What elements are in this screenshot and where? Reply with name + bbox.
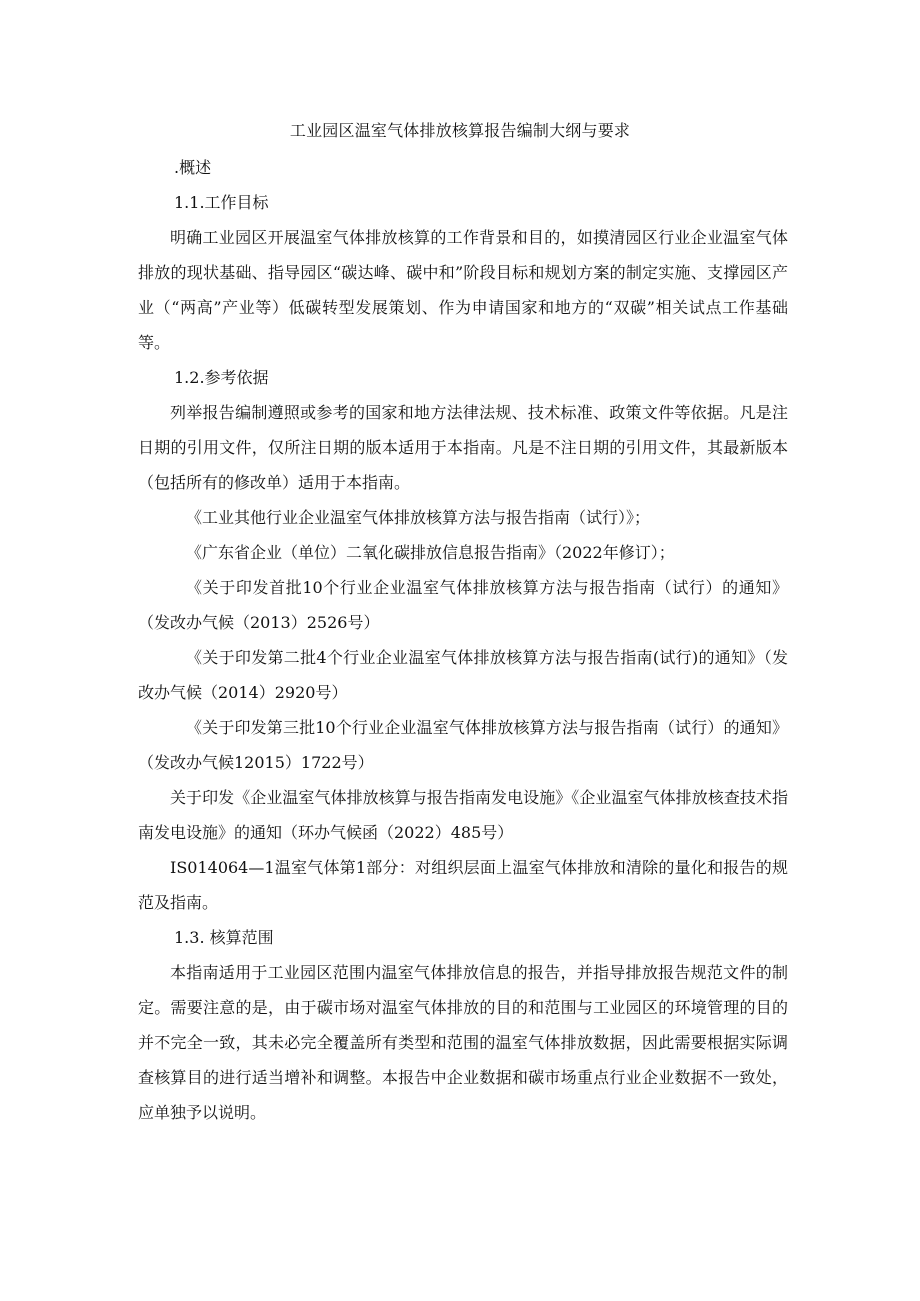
reference-item: 《关于印发首批10个行业企业温室气体排放核算方法与报告指南（试行）的通知》（发改办气候（2013）2526号） (138, 578, 788, 632)
paragraph-reference-iso: IS014064—1温室气体第1部分：对组织层面上温室气体排放和清除的量化和报告的规范及指南。 (138, 858, 788, 912)
reference-item: 《关于印发第三批10个行业企业温室气体排放核算方法与报告指南（试行）的通知》（发改办气候12015）1722号） (138, 718, 788, 772)
document-title: 工业园区温室气体排放核算报告编制大纲与要求 (289, 121, 631, 140)
section-heading-references: 1.2.参考依据 (174, 368, 269, 387)
paragraph-references-intro: 列举报告编制遵照或参考的国家和地方法律法规、技术标准、政策文件等依据。凡是注日期的引用文件，仅所注日期的版本适用于本指南。凡是不注日期的引用文件，其最新版本（包括所有的修改单）适用于本指南。 (138, 403, 788, 492)
section-heading-work-goal: 1.1.工作目标 (174, 193, 269, 212)
reference-item: 《广东省企业（单位）二氧化碳排放信息报告指南》（2022年修订）； (186, 543, 675, 562)
paragraph-reference-power: 关于印发《企业温室气体排放核算与报告指南发电设施》《企业温室气体排放核查技术指南发电设施》的通知（环办气候函（2022）485号） (138, 788, 788, 842)
paragraph-work-goal: 明确工业园区开展温室气体排放核算的工作背景和目的，如摸清园区行业企业温室气体排放的现状基础、指导园区“碳达峰、碳中和”阶段目标和规划方案的制定实施、支撑园区产业（“两高”产业等）低碳转型发展策划、作为申请国家和地方的“双碳”相关试点工作基础等。 (138, 228, 788, 352)
reference-item: 《工业其他行业企业温室气体排放核算方法与报告指南（试行）》； (186, 508, 651, 527)
section-heading-overview: .概述 (174, 158, 212, 177)
section-heading-scope: 1.3. 核算范围 (174, 928, 274, 947)
reference-item: 《关于印发第二批4个行业企业温室气体排放核算方法与报告指南(试行)的通知》（发改办气候（2014）2920号） (138, 648, 788, 702)
document-body (138, 150, 788, 1130)
paragraph-scope: 本指南适用于工业园区范围内温室气体排放信息的报告，并指导排放报告规范文件的制定。需要注意的是，由于碳市场对温室气体排放的目的和范围与工业园区的环境管理的目的并不完全一致，其未必完全覆盖所有类型和范围的温室气体排放数据，因此需要根据实际调查核算目的进行适当增补和调整。本报告中企业数据和碳市场重点行业企业数据不一致处，应单独予以说明。 (138, 963, 788, 1122)
